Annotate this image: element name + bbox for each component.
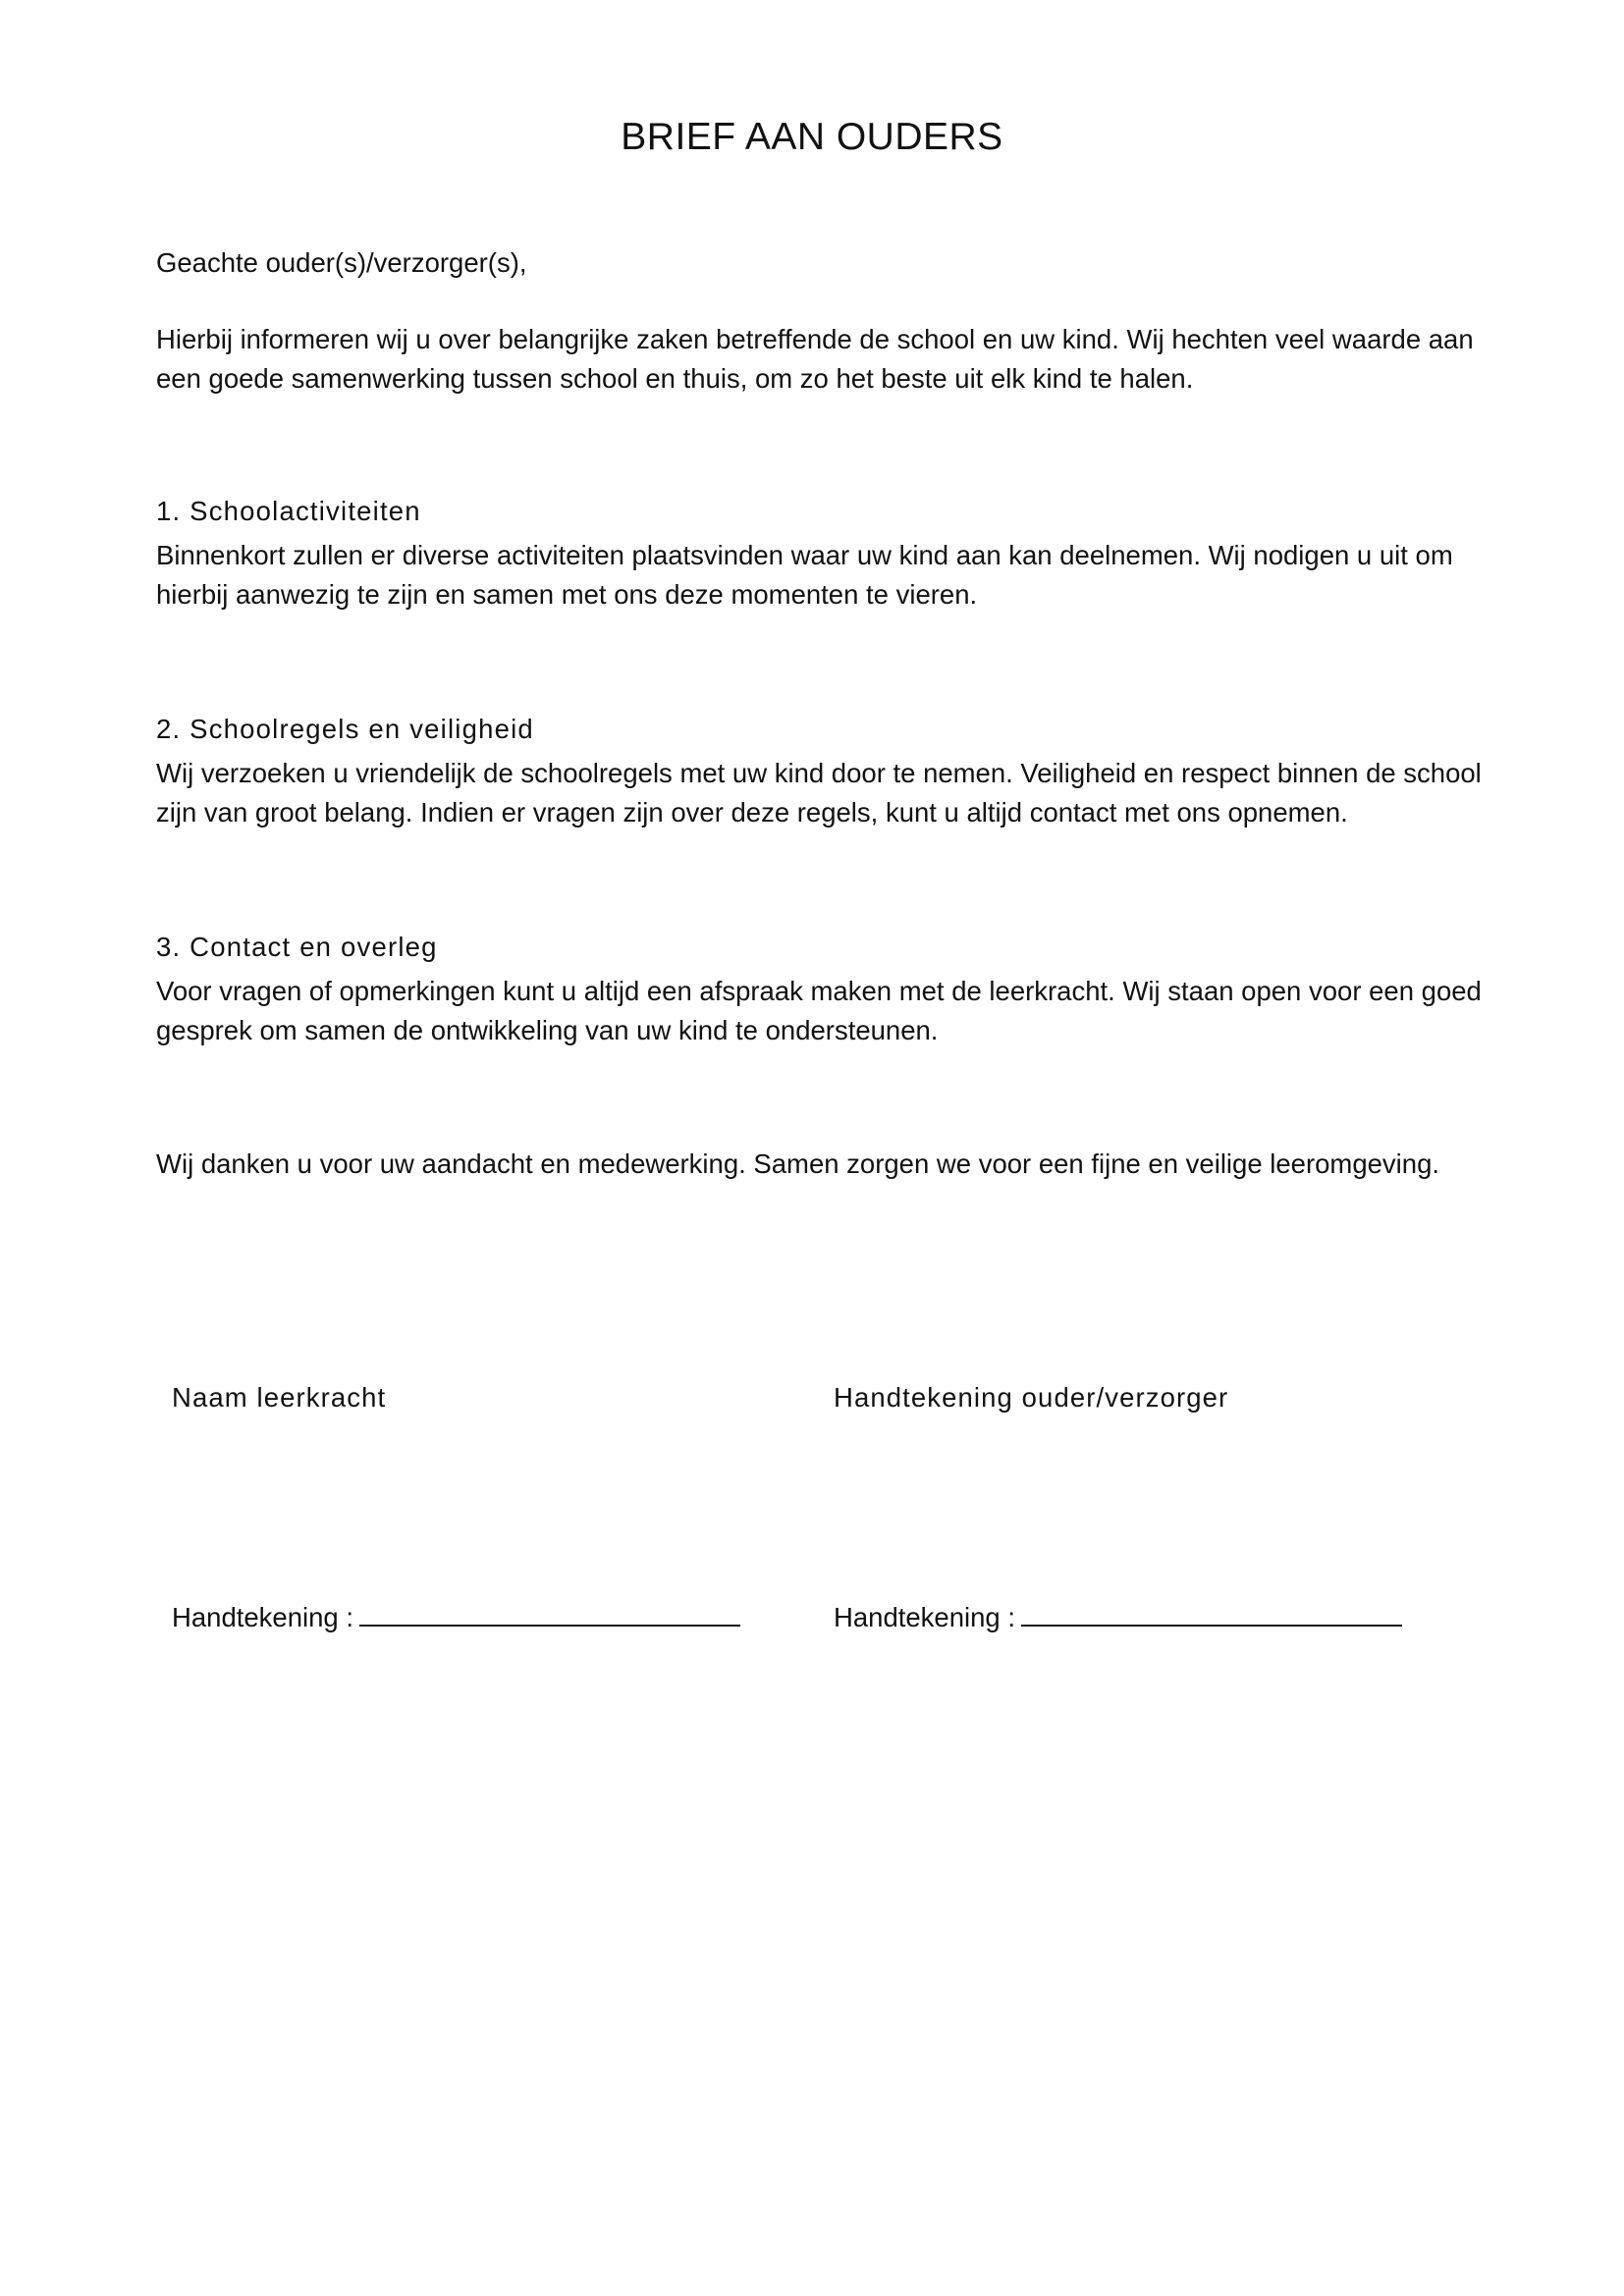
parent-signature-field [834,1597,1402,1637]
teacher-signature-field [172,1597,740,1637]
teacher-signature-label: Handtekening : [172,1602,353,1632]
section-body-contact: Voor vragen of opmerkingen kunt u altijd een afspraak maken met de leerkracht. Wij staan open voor een goed gesprek om samen de ontwikkeling van uw kind te ondersteunen. [156,976,1482,1045]
closing-paragraph: Wij danken u voor uw aandacht en medewerking. Samen zorgen we voor een fijne en veilige leeromgeving. [156,1148,1440,1179]
section-heading-rules: 2. Schoolregels en veiligheid [156,714,534,744]
section-body-activities: Binnenkort zullen er diverse activiteiten plaatsvinden waar uw kind aan kan deelnemen. Wij nodigen u uit om hierbij aanwezig te zijn en samen met ons deze momenten te vieren. [156,540,1453,610]
teacher-signature-line [359,1597,740,1627]
teacher-name-label: Naam leerkracht [172,1382,387,1413]
parent-signature-label: Handtekening ouder/verzorger [834,1382,1229,1413]
page-title: BRIEF AAN OUDERS [621,116,1003,158]
section-heading-contact: 3. Contact en overleg [156,932,438,962]
parent-signature-line [1021,1597,1402,1627]
section-heading-activities: 1. Schoolactiviteiten [156,496,421,526]
salutation: Geachte ouder(s)/verzorger(s), [156,247,527,278]
parent-signature-line-label: Handtekening : [834,1602,1015,1632]
intro-paragraph: Hierbij informeren wij u over belangrijke zaken betreffende de school en uw kind. Wij hechten veel waarde aan een goede samenwerking tussen school en thuis, om zo het beste uit elk kind te halen. [156,324,1474,394]
section-body-rules: Wij verzoeken u vriendelijk de schoolregels met uw kind door te nemen. Veiligheid en respect binnen de school zijn van groot belang. Indien er vragen zijn over deze regels, kunt u altijd contact met ons opnemen. [156,758,1482,828]
